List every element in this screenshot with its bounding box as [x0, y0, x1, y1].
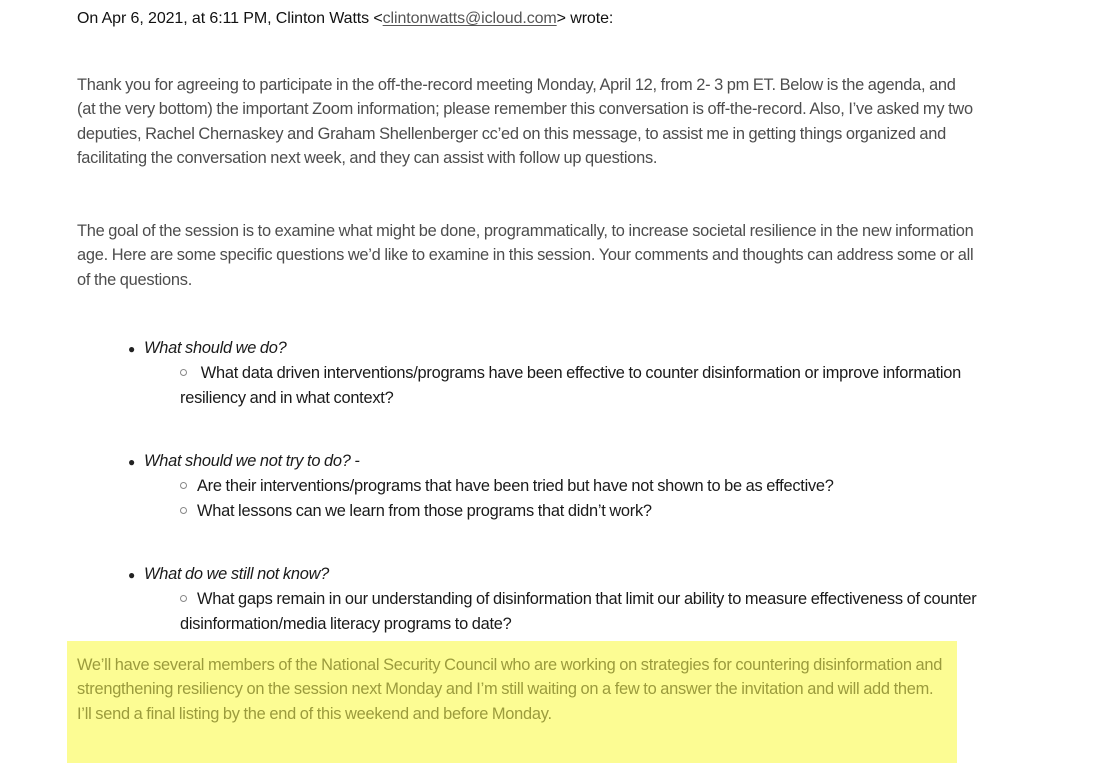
sender-email-link[interactable]: clintonwatts@icloud.com	[382, 10, 557, 27]
highlighted-note-text: We’ll have several members of the National Security Council who are working on strategies for countering disinformation and strengthening resiliency on the session next Monday and I’m still waiting on a few to answer the invitation and will add them. I’ll send a final listing by the end of this weekend and before Monday.	[77, 656, 943, 723]
goal-paragraph: The goal of the session is to examine what might be done, programmatically, to increase societal resilience in the new information age. Here are some specific questions we’d like to examine in this session. Your comments and thoughts can address some or all of the questions.	[77, 222, 974, 289]
agenda-sub-item: What gaps remain in our understanding of disinformation that limit our ability to measure effectiveness of counter disinformation/media literacy programs to date?	[180, 590, 977, 633]
intro-paragraph: Thank you for agreeing to participate in the off-the-record meeting Monday, April 12, from 2- 3 pm ET. Below is the agenda, and (at the very bottom) the important Zoom information; please remember this conversation is off-the-record. Also, I’ve asked my two deputies, Rachel Chernaskey and Graham Shellenberger cc’ed on this message, to assist me in getting things organized and facilitating the conversation next week, and they can assist with follow up questions.	[77, 76, 973, 168]
email-quote-header	[77, 10, 613, 28]
agenda-item-what-not-to-do	[128, 449, 978, 523]
agenda-item-what-we-dont-know	[128, 562, 978, 636]
header-suffix: > wrote:	[556, 10, 614, 27]
circle-bullet-icon	[180, 482, 187, 489]
agenda-sub-item: What data driven interventions/programs have been effective to counter disinformation or improve information resiliency and in what context?	[180, 364, 962, 407]
highlighted-note-box	[67, 641, 957, 763]
header-prefix: On Apr 6, 2021, at 6:11 PM, Clinton Watts <	[77, 10, 383, 27]
bullet-icon: ●	[128, 342, 135, 356]
bullet-icon: ●	[128, 455, 135, 469]
circle-bullet-icon	[180, 595, 187, 602]
agenda-title: What should we do?	[144, 339, 287, 357]
agenda-title: What should we not try to do? -	[144, 452, 360, 470]
bullet-icon: ●	[128, 568, 135, 582]
circle-bullet-icon	[180, 369, 187, 376]
agenda-title: What do we still not know?	[144, 565, 330, 583]
agenda-item-what-should-we-do	[128, 336, 978, 410]
circle-bullet-icon	[180, 507, 187, 514]
agenda-sub-item: What lessons can we learn from those programs that didn’t work?	[128, 499, 978, 523]
agenda-sub-item: Are their interventions/programs that have been tried but have not shown to be as effective?	[128, 474, 978, 498]
